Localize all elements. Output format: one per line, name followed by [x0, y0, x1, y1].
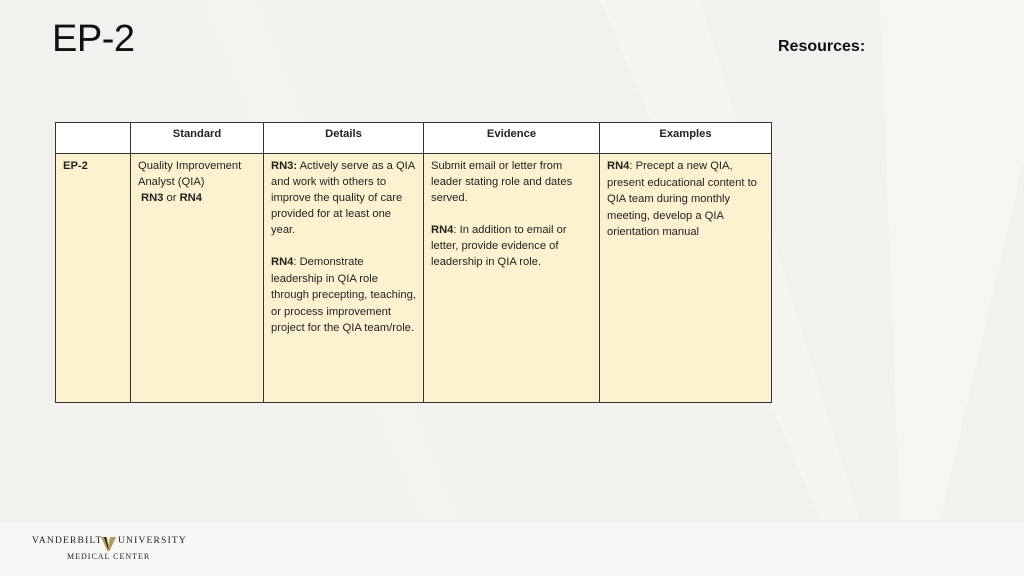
header-examples: Examples: [600, 123, 772, 154]
ep-table: [55, 122, 772, 403]
details-rn4: RN4: Demonstrate leadership in QIA role through precepting, teaching, or process improvement project for the QIA team/role.: [271, 256, 416, 335]
cell-ep: EP-2: [56, 154, 131, 403]
examples-rn4: RN4: Precept a new QIA, present educational content to QIA team during monthly meeting, develop a QIA orientation manual: [607, 160, 757, 239]
details-rn3: RN3: Actively serve as a QIA and work with others to improve the quality of care provided for at least one year.: [271, 160, 415, 236]
evidence-rn4: RN4: In addition to email or letter, provide evidence of leadership in QIA role.: [431, 224, 567, 268]
vanderbilt-logo: [32, 532, 187, 564]
cell-examples: [600, 154, 772, 403]
resources-label: Resources:: [778, 38, 866, 55]
header-evidence: Evidence: [424, 123, 600, 154]
header-details: Details: [264, 123, 424, 154]
standard-levels: RN3 or RN4: [141, 192, 202, 204]
vanderbilt-v-icon: [101, 536, 116, 552]
evidence-text: Submit email or letter from leader stating role and dates served.: [431, 160, 573, 204]
slide-title: EP-2: [52, 18, 135, 60]
cell-standard: [131, 154, 264, 403]
standard-line1: Quality Improvement: [138, 160, 242, 172]
standard-line2: Analyst (QIA): [138, 176, 205, 188]
logo-word-vanderbilt: VANDERBILT: [32, 536, 103, 546]
table-header-row: [56, 123, 772, 154]
cell-evidence: [424, 154, 600, 403]
table-row: [56, 154, 772, 403]
logo-medical-center: MEDICAL CENTER: [67, 552, 151, 561]
header-blank: [56, 123, 131, 154]
logo-word-university: UNIVERSITY: [118, 536, 187, 546]
cell-details: [264, 154, 424, 403]
header-standard: Standard: [131, 123, 264, 154]
